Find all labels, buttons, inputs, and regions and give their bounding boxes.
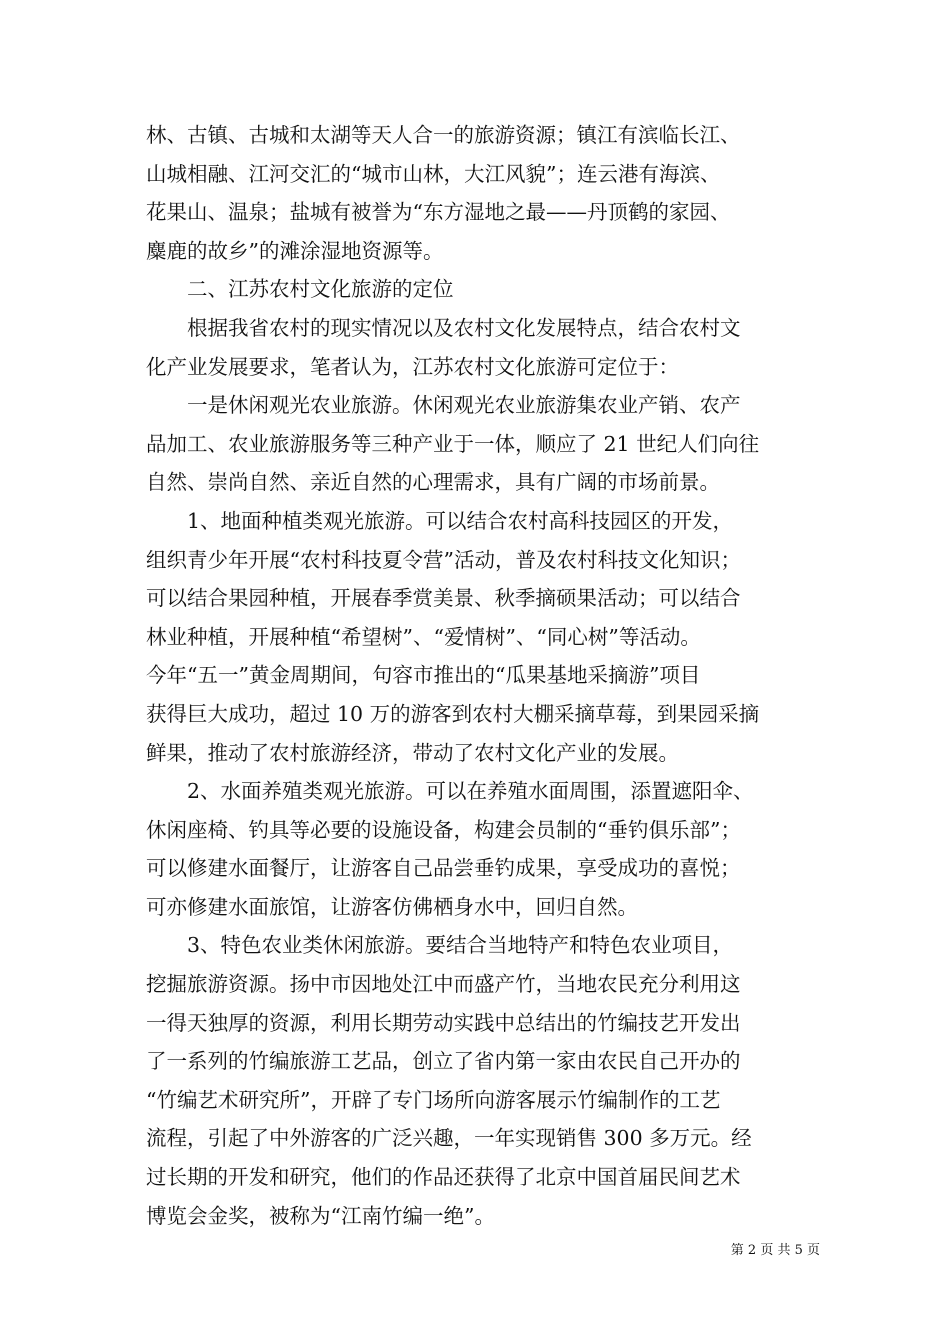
- page-number: 第 2 页 共 5 页: [730, 1243, 820, 1258]
- text-line: 一是休闲观光农业旅游。休闲观光农业旅游集农业产销、农产: [187, 393, 741, 418]
- text-line: 休闲座椅、钓具等必要的设施设备，构建会员制的“垂钓俱乐部”；: [146, 817, 741, 842]
- text-line: 品加工、农业旅游服务等三种产业于一体，顺应了 21 世纪人们向往: [146, 431, 760, 456]
- text-line: 今年“五一”黄金周期间，句容市推出的“瓜果基地采摘游”项目: [146, 663, 701, 688]
- text-line: 花果山、温泉；盐城有被誉为“东方湿地之最——丹顶鹤的家园、: [146, 200, 731, 225]
- text-line: 1、地面种植类观光旅游。可以结合农村高科技园区的开发，: [187, 508, 734, 533]
- text-line: 了一系列的竹编旅游工艺品，创立了省内第一家由农民自己开办的: [146, 1049, 741, 1074]
- text-line: 可以结合果园种植，开展春季赏美景、秋季摘硕果活动；可以结合: [146, 586, 741, 611]
- body-text: [146, 116, 822, 1235]
- text-line: 博览会金奖，被称为“江南竹编一绝”。: [146, 1203, 495, 1228]
- text-line: 化产业发展要求，笔者认为，江苏农村文化旅游可定位于：: [146, 354, 679, 379]
- text-line: 山城相融、江河交汇的“城市山林，大江风貌”；连云港有海滨、: [146, 161, 721, 186]
- text-line: 林业种植，开展种植“希望树”、“爱情树”、“同心树”等活动。: [146, 624, 701, 649]
- text-line: 二、江苏农村文化旅游的定位: [187, 277, 454, 302]
- text-line: 鲜果，推动了农村旅游经济，带动了农村文化产业的发展。: [146, 740, 679, 765]
- text-line: 林、古镇、古城和太湖等天人合一的旅游资源；镇江有滨临长江、: [146, 123, 741, 147]
- text-line: 过长期的开发和研究，他们的作品还获得了北京中国首届民间艺术: [146, 1165, 741, 1190]
- text-line: 自然、崇尚自然、亲近自然的心理需求，具有广阔的市场前景。: [146, 470, 720, 495]
- text-line: 麋鹿的故乡”的滩涂湿地资源等。: [146, 238, 444, 263]
- text-line: 一得天独厚的资源，利用长期劳动实践中总结出的竹编技艺开发出: [146, 1010, 741, 1035]
- text-line: 流程，引起了中外游客的广泛兴趣，一年实现销售 300 多万元。经: [146, 1126, 752, 1151]
- text-line: 3、特色农业类休闲旅游。要结合当地特产和特色农业项目，: [187, 933, 734, 958]
- text-line: 可以修建水面餐厅，让游客自己品尝垂钓成果，享受成功的喜悦；: [146, 856, 741, 881]
- text-line: “竹编艺术研究所”，开辟了专门场所向游客展示竹编制作的工艺: [146, 1087, 721, 1112]
- text-line: 组织青少年开展“农村科技夏令营”活动，普及农村科技文化知识；: [146, 547, 741, 572]
- text-line: 挖掘旅游资源。扬中市因地处江中而盛产竹，当地农民充分利用这: [146, 972, 741, 997]
- text-line: 根据我省农村的现实情况以及农村文化发展特点，结合农村文: [187, 315, 741, 340]
- text-line: 2、水面养殖类观光旅游。可以在养殖水面周围，添置遮阳伞、: [187, 779, 754, 804]
- text-line: 获得巨大成功，超过 10 万的游客到农村大棚采摘草莓，到果园采摘: [146, 701, 760, 726]
- text-line: 可亦修建水面旅馆，让游客仿佛栖身水中，回归自然。: [146, 894, 638, 919]
